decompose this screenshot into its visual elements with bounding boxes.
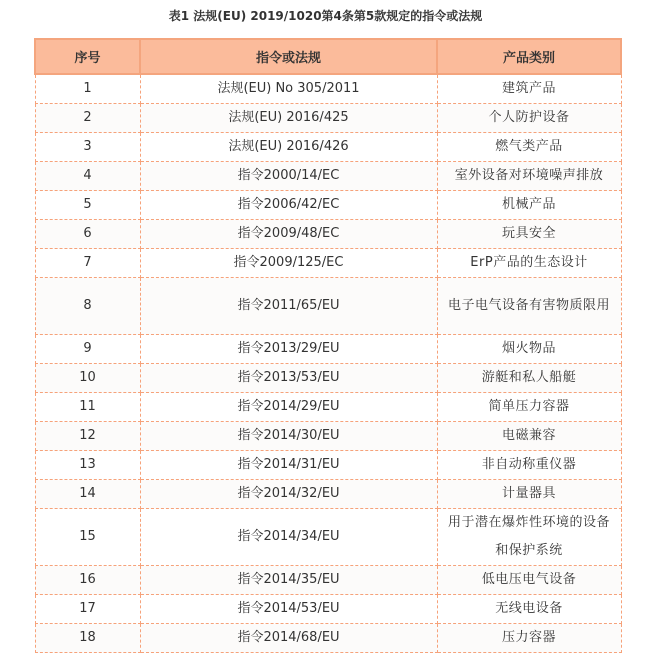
row-category: 电磁兼容 <box>437 422 621 451</box>
row-number: 8 <box>35 278 140 335</box>
row-number: 18 <box>35 624 140 653</box>
header-regulation: 指令或法规 <box>140 39 437 74</box>
row-number: 3 <box>35 133 140 162</box>
row-regulation: 指令2009/48/EC <box>140 220 437 249</box>
row-regulation: 指令2011/65/EU <box>140 278 437 335</box>
header-category: 产品类别 <box>437 39 621 74</box>
row-category: 个人防护设备 <box>437 104 621 133</box>
row-category: 用于潜在爆炸性环境的设备和保护系统 <box>437 509 621 566</box>
regulations-table <box>34 38 622 653</box>
table-row <box>35 162 621 191</box>
row-category: 电子电气设备有害物质限用 <box>437 278 621 335</box>
row-regulation: 法规(EU) 2016/426 <box>140 133 437 162</box>
row-regulation: 指令2014/32/EU <box>140 480 437 509</box>
row-regulation: 指令2014/29/EU <box>140 393 437 422</box>
row-category: 玩具安全 <box>437 220 621 249</box>
row-category: 烟火物品 <box>437 335 621 364</box>
row-regulation: 法规(EU) 2016/425 <box>140 104 437 133</box>
table-row <box>35 509 621 566</box>
row-regulation: 指令2013/29/EU <box>140 335 437 364</box>
row-category: 非自动称重仪器 <box>437 451 621 480</box>
row-category: 无线电设备 <box>437 595 621 624</box>
table-row <box>35 74 621 104</box>
table-row <box>35 220 621 249</box>
table-row <box>35 364 621 393</box>
row-category: 室外设备对环境噪声排放 <box>437 162 621 191</box>
row-number: 13 <box>35 451 140 480</box>
row-category: ErP产品的生态设计 <box>437 249 621 278</box>
row-regulation: 指令2013/53/EU <box>140 364 437 393</box>
row-category: 压力容器 <box>437 624 621 653</box>
table-row <box>35 133 621 162</box>
row-category: 游艇和私人船艇 <box>437 364 621 393</box>
table-row <box>35 335 621 364</box>
row-category: 机械产品 <box>437 191 621 220</box>
row-category: 燃气类产品 <box>437 133 621 162</box>
row-regulation: 指令2014/35/EU <box>140 566 437 595</box>
row-number: 2 <box>35 104 140 133</box>
row-regulation: 指令2014/31/EU <box>140 451 437 480</box>
row-number: 9 <box>35 335 140 364</box>
row-category: 计量器具 <box>437 480 621 509</box>
table-row <box>35 566 621 595</box>
row-number: 15 <box>35 509 140 566</box>
table-row <box>35 393 621 422</box>
row-number: 6 <box>35 220 140 249</box>
row-number: 1 <box>35 74 140 104</box>
row-regulation: 指令2014/34/EU <box>140 509 437 566</box>
row-number: 4 <box>35 162 140 191</box>
row-category: 建筑产品 <box>437 74 621 104</box>
row-number: 14 <box>35 480 140 509</box>
row-category: 简单压力容器 <box>437 393 621 422</box>
row-regulation: 指令2014/53/EU <box>140 595 437 624</box>
table-row <box>35 480 621 509</box>
table-row <box>35 624 621 653</box>
row-regulation: 指令2014/30/EU <box>140 422 437 451</box>
row-number: 5 <box>35 191 140 220</box>
table-row <box>35 451 621 480</box>
row-regulation: 指令2009/125/EC <box>140 249 437 278</box>
row-category: 低电压电气设备 <box>437 566 621 595</box>
table-row <box>35 422 621 451</box>
table-row <box>35 104 621 133</box>
row-regulation: 法规(EU) No 305/2011 <box>140 74 437 104</box>
row-regulation: 指令2006/42/EC <box>140 191 437 220</box>
row-number: 12 <box>35 422 140 451</box>
row-number: 16 <box>35 566 140 595</box>
table-body <box>35 74 621 653</box>
table-row <box>35 249 621 278</box>
table-header-row <box>35 39 621 74</box>
row-number: 17 <box>35 595 140 624</box>
table-row <box>35 278 621 335</box>
row-regulation: 指令2000/14/EC <box>140 162 437 191</box>
header-number: 序号 <box>35 39 140 74</box>
row-number: 10 <box>35 364 140 393</box>
table-caption: 表1 法规(EU) 2019/1020第4条第5款规定的指令或法规 <box>168 9 483 23</box>
table-row <box>35 595 621 624</box>
row-number: 7 <box>35 249 140 278</box>
table-row <box>35 191 621 220</box>
row-number: 11 <box>35 393 140 422</box>
row-regulation: 指令2014/68/EU <box>140 624 437 653</box>
